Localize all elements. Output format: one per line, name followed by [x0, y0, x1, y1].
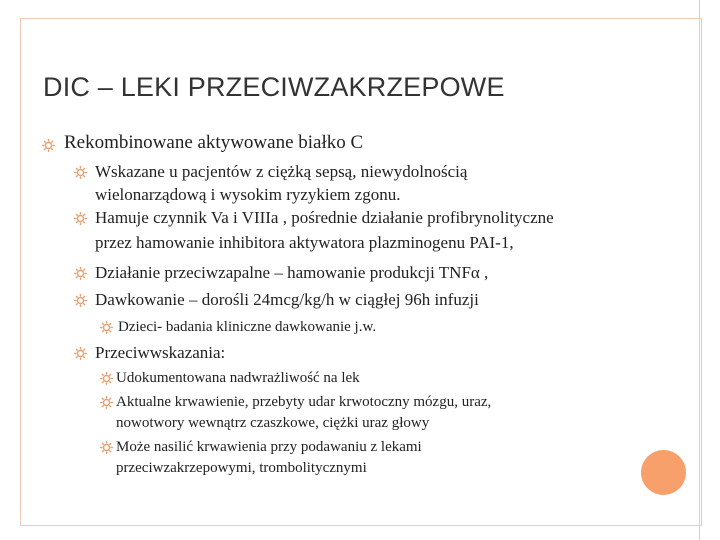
contra-line: Udokumentowana nadwrażliwość na lek — [116, 370, 360, 386]
contra-line: nowotwory wewnątrz czaszkowe, ciężki uraz głowy — [116, 415, 430, 431]
contra-line: przeciwzakrzepowymi, trombolitycznymi — [116, 460, 367, 476]
item-line: Dawkowanie – dorośli 24mcg/kg/h w ciągłej 96h infuzji — [95, 290, 479, 309]
item-line: wielonarządową i wysokim ryzykiem zgonu. — [95, 185, 401, 204]
slide-side-border — [699, 0, 720, 540]
slide-title: DIC – LEKI PRZECIWZAKRZEPOWE — [43, 72, 505, 102]
decorative-circle — [641, 450, 686, 495]
contra-line: Aktualne krwawienie, przebyty udar krwotoczny mózgu, uraz, — [116, 394, 492, 410]
contra-line: Może nasilić krwawienia przy podawaniu z lekami — [116, 439, 422, 455]
contra-heading: Przeciwwskazania: — [95, 343, 226, 362]
item-bullet-icon — [73, 346, 88, 361]
level1-bullet-icon — [41, 138, 56, 153]
sub-item-line: Dzieci- badania kliniczne dawkowanie j.w. — [118, 319, 377, 335]
item-bullet-icon — [73, 266, 88, 281]
item-bullet-icon — [73, 211, 88, 226]
sub-bullet-icon — [99, 371, 114, 386]
level1-heading: Rekombinowane aktywowane białko C — [64, 132, 364, 153]
sub-bullet-icon — [99, 440, 114, 455]
item-line: Hamuje czynnik Va i VIIIa , pośrednie działanie profibrynolityczne — [95, 208, 554, 227]
sub-bullet-icon — [99, 395, 114, 410]
item-line: Wskazane u pacjentów z ciężką sepsą, niewydolnością — [95, 162, 468, 181]
item-line: Działanie przeciwzapalne – hamowanie produkcji TNFα , — [95, 263, 489, 282]
item-bullet-icon — [73, 293, 88, 308]
item-line: przez hamowanie inhibitora aktywatora plazminogenu PAI-1, — [95, 233, 514, 252]
sub-bullet-icon — [99, 320, 114, 335]
item-bullet-icon — [73, 165, 88, 180]
